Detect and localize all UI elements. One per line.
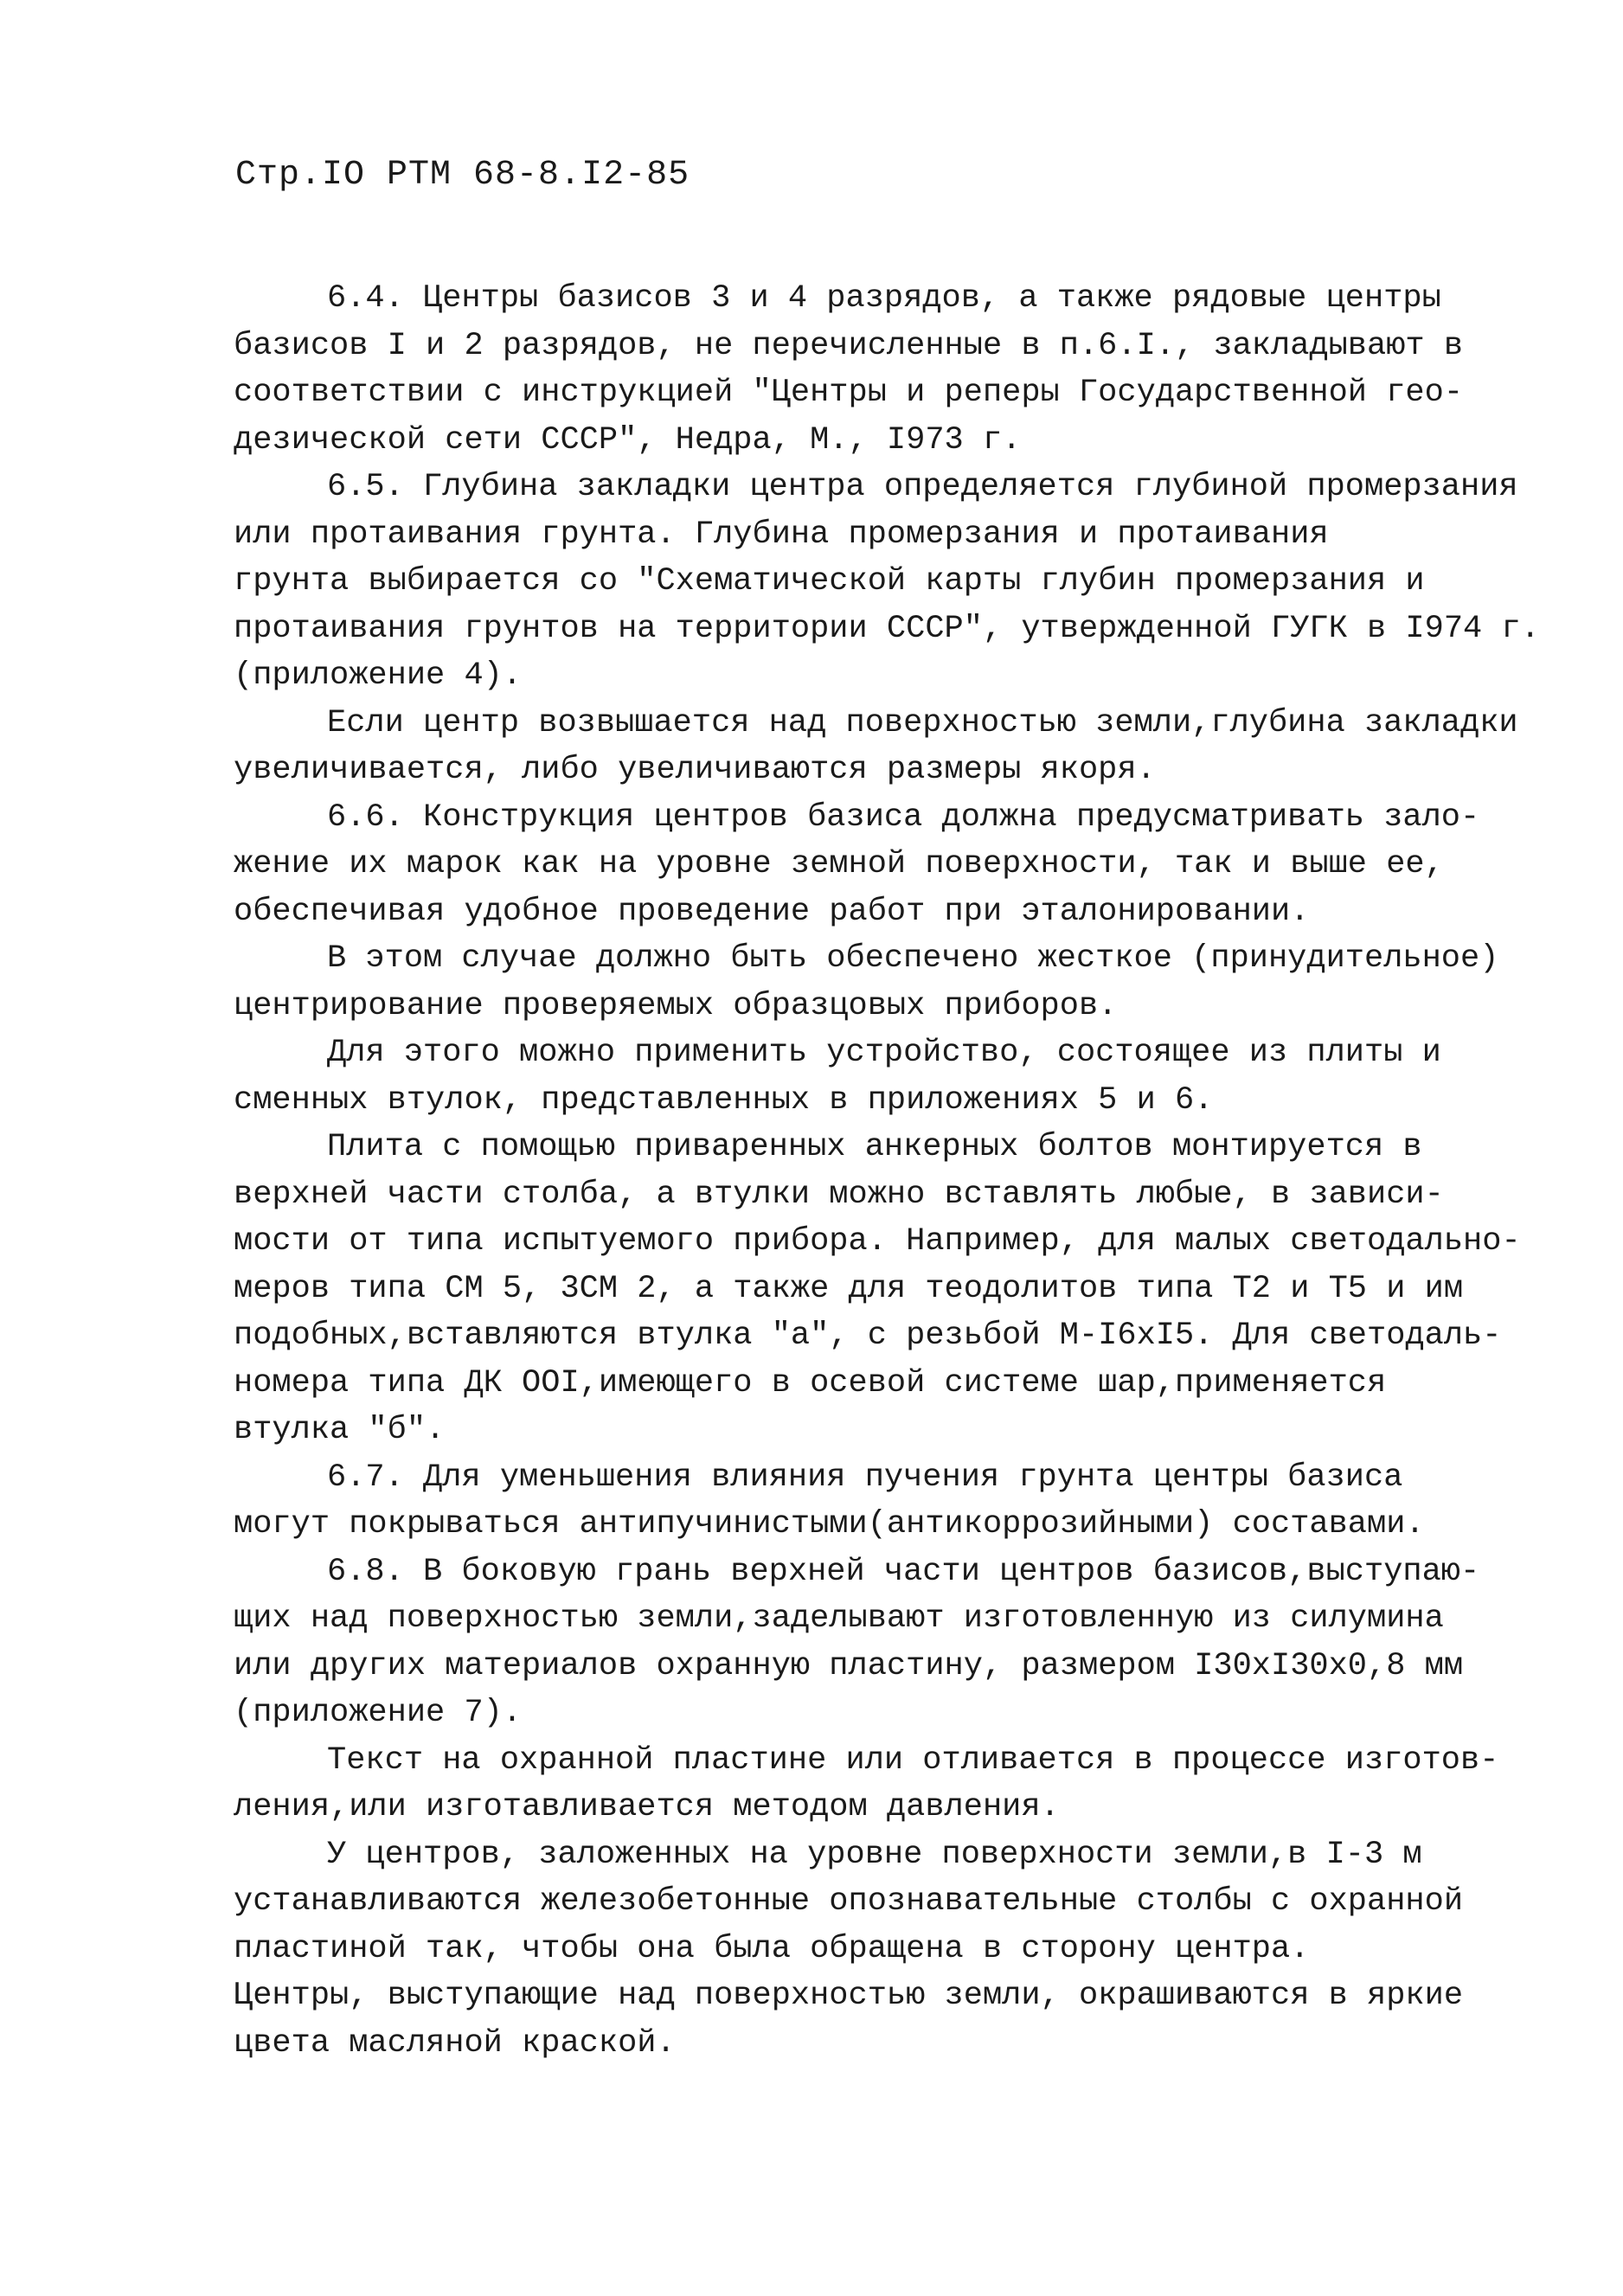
text-line: 6.5. Глубина закладки центра определяется глубиной промерзания — [327, 469, 1518, 505]
text-line: сменных втулок, представленных в приложениях 5 и 6. — [234, 1081, 1214, 1119]
text-line: протаивания грунтов на территории СССР", утвержденной ГУГК в I974 г. — [234, 610, 1540, 647]
text-line: Плита с помощью приваренных анкерных болтов монтируется в — [327, 1129, 1422, 1165]
text-line: Центры, выступающие над поверхностью земли, окрашиваются в яркие — [234, 1978, 1464, 2014]
text-line: 6.8. В боковую грань верхней части центров базисов,выступаю- — [327, 1553, 1480, 1590]
text-line: щих над поверхностью земли,заделывают изготовленную из силумина — [234, 1600, 1444, 1637]
text-line: 6.6. Конструкция центров базиса должна предусматривать зало- — [327, 798, 1480, 836]
text-line: соответствии с инструкцией "Центры и реперы Государственной гео- — [234, 375, 1464, 411]
text-line: Если центр возвышается над поверхностью земли,глубина закладки — [327, 704, 1518, 741]
text-line: дезической сети СССР", Недра, М., I973 г. — [234, 421, 1022, 459]
text-line: цвета масляной краской. — [234, 2024, 676, 2062]
text-line: номера типа ДК OOI,имеющего в осевой системе шар,применяется — [234, 1364, 1387, 1401]
page-header: Стр.IO РТМ 68-8.I2-85 — [235, 156, 690, 195]
text-line: Для этого можно применить устройство, состоящее из плиты и — [327, 1035, 1441, 1071]
text-line: втулка "б". — [234, 1412, 446, 1448]
text-line: или протаивания грунта. Глубина промерзания и протаивания — [234, 516, 1329, 553]
text-line: пластиной так, чтобы она была обращена в сторону центра. — [234, 1930, 1310, 1967]
text-line: (приложение 4). — [234, 657, 523, 694]
text-line: меров типа СМ 5, 3СМ 2, а также для теодолитов типа Т2 и Т5 и им — [234, 1270, 1464, 1307]
text-line: жение их марок как на уровне земной поверхности, так и выше ее, — [234, 846, 1444, 882]
text-line: подобных,вставляются втулка "а", с резьбой М-I6хI5. Для светодаль- — [234, 1318, 1502, 1354]
text-line: или других материалов охранную пластину, размером I30хI30х0,8 мм — [234, 1647, 1464, 1684]
text-line: грунта выбирается со "Схематической карты глубин промерзания и — [234, 563, 1425, 600]
text-line: мости от типа испытуемого прибора. Например, для малых светодально- — [234, 1223, 1521, 1260]
text-line: устанавливаются железобетонные опознавательные столбы с охранной — [234, 1883, 1464, 1920]
text-line: У центров, заложенных на уровне поверхности земли,в I-3 м — [327, 1836, 1422, 1873]
document-body — [234, 275, 1540, 2067]
text-line: ления,или изготавливается методом давления. — [234, 1789, 1060, 1825]
text-line: верхней части столба, а втулки можно вставлять любые, в зависи- — [234, 1176, 1444, 1213]
text-line: обеспечивая удобное проведение работ при эталонировании. — [234, 893, 1310, 930]
text-line: 6.4. Центры базисов 3 и 4 разрядов, а также рядовые центры — [327, 280, 1441, 317]
text-line: В этом случае должно быть обеспечено жесткое (принудительное) — [327, 940, 1499, 977]
text-line: базисов I и 2 разрядов, не перечисленные в п.6.I., закладывают в — [234, 327, 1464, 364]
text-line: центрирование проверяемых образцовых приборов. — [234, 987, 1118, 1024]
text-line: увеличивается, либо увеличиваются размеры якоря. — [234, 752, 1156, 788]
text-line: могут покрываться антипучинистыми(антикоррозийными) составами. — [234, 1506, 1425, 1542]
text-line: Текст на охранной пластине или отливается в процессе изготов- — [327, 1741, 1499, 1779]
text-line: 6.7. Для уменьшения влияния пучения грунта центры базиса — [327, 1459, 1403, 1496]
text-line: (приложение 7). — [234, 1695, 523, 1731]
